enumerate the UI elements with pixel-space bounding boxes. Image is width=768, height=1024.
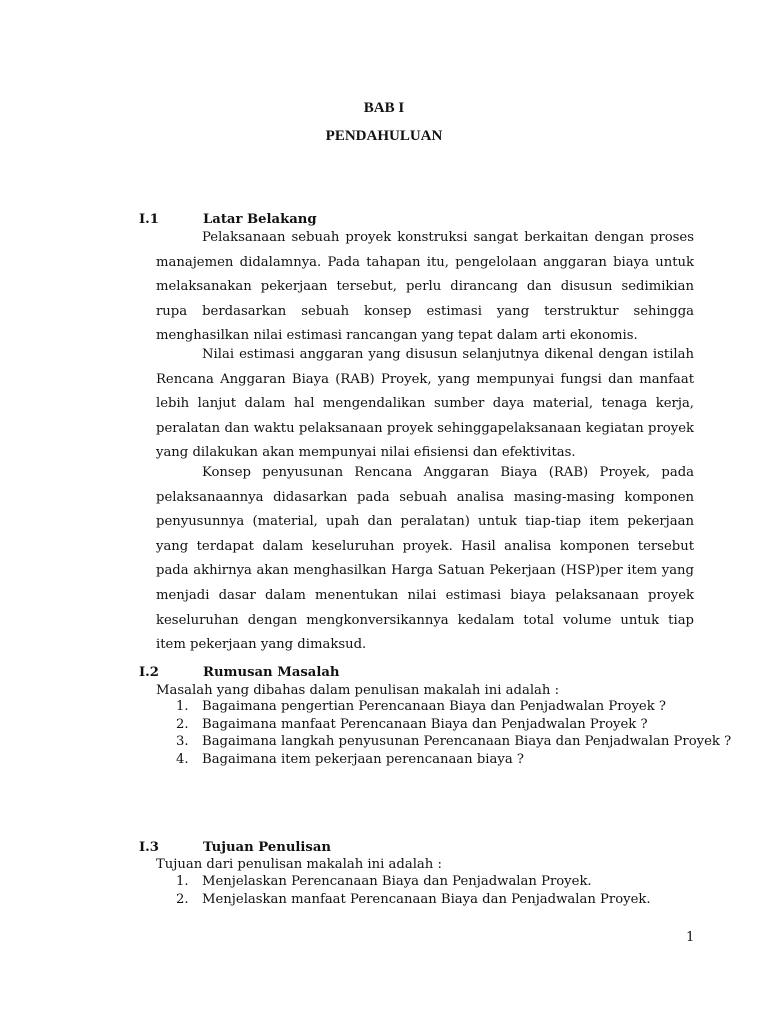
section-heading-latar-belakang <box>139 212 317 227</box>
section-number: I.2 <box>139 665 159 680</box>
section-number: I.1 <box>139 212 159 227</box>
section-intro: Masalah yang dibahas dalam penulisan makalah ini adalah : <box>156 683 560 698</box>
chapter-title: PENDAHULUAN <box>325 128 443 144</box>
section-intro: Tujuan dari penulisan makalah ini adalah : <box>156 857 442 872</box>
list-item: 1. Menjelaskan Perencanaan Biaya dan Penjadwalan Proyek. <box>176 874 592 889</box>
list-item: 2. Menjelaskan manfaat Perencanaan Biaya dan Penjadwalan Proyek. <box>176 891 651 907</box>
section-title: Rumusan Masalah <box>203 665 340 680</box>
list-item: 1. Bagaimana pengertian Perencanaan Biaya dan Penjadwalan Proyek ? <box>176 699 666 714</box>
section-number: I.3 <box>139 840 159 855</box>
numbered-list <box>176 873 651 908</box>
section-heading-tujuan-penulisan <box>139 840 331 855</box>
chapter-label: BAB I <box>363 100 405 116</box>
list-item: 4. Bagaimana item pekerjaan perencanaan biaya ? <box>176 751 524 767</box>
page-number: 1 <box>686 930 695 945</box>
paragraph: Nilai estimasi anggaran yang disusun selanjutnya dikenal dengan istilah Rencana Anggaran Biaya (RAB) Proyek, yang mempunyai fungsi dan manfaat lebih lanjut dalam hal mengendalikan sumber daya material, tenaga kerja, peralatan dan waktu pelaksanaan proyek sehinggapelaksanaan kegiatan proyek yang dilakukan akan mempunyai nilai efisiensi dan efektivitas. <box>156 347 694 461</box>
paragraph: Pelaksanaan sebuah proyek konstruksi sangat berkaitan dengan proses manajemen didalamnya. Pada tahapan itu, pengelolaan anggaran biaya untuk melaksanakan pekerjaan tersebut, perlu dirancang dan disusun sedimikian rupa berdasarkan sebuah konsep estimasi yang terstruktur sehingga menghasilkan nilai estimasi rancangan yang tepat dalam arti ekonomis. <box>156 230 694 344</box>
numbered-list <box>176 698 731 768</box>
section-title: Latar Belakang <box>203 212 317 227</box>
paragraph: Konsep penyusunan Rencana Anggaran Biaya (RAB) Proyek, pada pelaksanaannya didasarkan pada sebuah analisa masing-masing komponen penyusunnya (material, upah dan peralatan) untuk tiap-tiap item pekerjaan yang terdapat dalam keseluruhan proyek. Hasil analisa komponen tersebut pada akhirnya akan menghasilkan Harga Satuan Pekerjaan (HSP)per item yang menjadi dasar dalam menentukan nilai estimasi biaya pelaksanaan proyek keseluruhan dengan mengkonversikannya kedalam total volume untuk tiap item pekerjaan yang dimaksud. <box>156 465 694 653</box>
list-item: 3. Bagaimana langkah penyusunan Perencanaan Biaya dan Penjadwalan Proyek ? <box>176 734 732 750</box>
list-item: 2. Bagaimana manfaat Perencanaan Biaya dan Penjadwalan Proyek ? <box>176 716 648 732</box>
section-title: Tujuan Penulisan <box>203 840 331 855</box>
section-heading-rumusan-masalah <box>139 665 340 680</box>
